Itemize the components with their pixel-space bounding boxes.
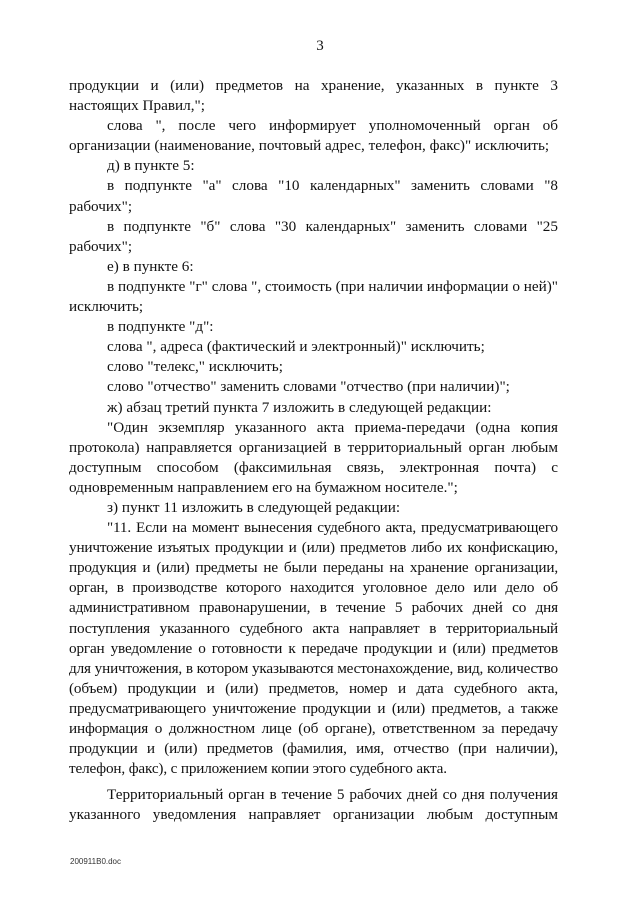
document-body xyxy=(69,76,558,825)
paragraph: в подпункте "д": xyxy=(107,318,214,336)
paragraph: в подпункте "г" слова ", стоимость (при наличии информации о ней)" исключить; xyxy=(69,277,558,316)
paragraph: слова ", адреса (фактический и электронный)" исключить; xyxy=(107,338,485,356)
paragraph: "Один экземпляр указанного акта приема-передачи (одна копия протокола) направляется организацией в территориальный орган любым доступным способом (факсимильная связь, электронная почта) с одновременным направлением его на бумажном носителе."; xyxy=(69,418,558,496)
paragraph: слово "телекс," исключить; xyxy=(107,358,283,376)
paragraph: слово "отчество" заменить словами "отчество (при наличии)"; xyxy=(107,378,510,396)
paragraph: в подпункте "б" слова "30 календарных" заменить словами "25 рабочих"; xyxy=(69,217,558,255)
page-number: 3 xyxy=(316,38,324,54)
paragraph: продукции и (или) предметов на хранение, указанных в пункте 3 настоящих Правил,"; xyxy=(69,77,558,115)
file-name-footer: 200911В0.doc xyxy=(70,857,122,866)
paragraph: з) пункт 11 изложить в следующей редакции: xyxy=(107,498,401,516)
paragraph: ж) абзац третий пункта 7 изложить в следующей редакции: xyxy=(107,398,492,416)
paragraph: в подпункте "а" слова "10 календарных" заменить словами "8 рабочих"; xyxy=(69,177,558,215)
paragraph: е) в пункте 6: xyxy=(107,257,194,275)
paragraph: д) в пункте 5: xyxy=(107,157,195,175)
paragraph: слова ", после чего информирует уполномоченный орган об организации (наименование, почтовый адрес, телефон, факс)" исключить; xyxy=(69,117,558,155)
paragraph: Территориальный орган в течение 5 рабочих дней со дня получения указанного уведомления направляет организации любым доступным xyxy=(69,786,558,824)
paragraph: "11. Если на момент вынесения судебного акта, предусматривающего уничтожение изъятых продукции и (или) предметов либо их конфискацию, продукция и (или) предметы не были переданы на хранение организации, орган, в производстве которого находится уголовное дело или дело об административном правонарушении, в течение 5 рабочих дней со дня поступления указанного судебного акта направляет в территориальный орган уведомление о готовности к передаче продукции и (или) предметов для уничтожения, в котором указываются местонахождение, вид, количество (объем) продукции и (или) предметов, номер и дата судебного акта, предусматривающего уничтожение продукции и (или) предметов, а также информация о должностном лице (об органе), ответственном за передачу продукции и (или) предметов (фамилия, имя, отчество (при наличии), телефон, факс), с приложением копии этого судебного акта. xyxy=(69,519,558,778)
